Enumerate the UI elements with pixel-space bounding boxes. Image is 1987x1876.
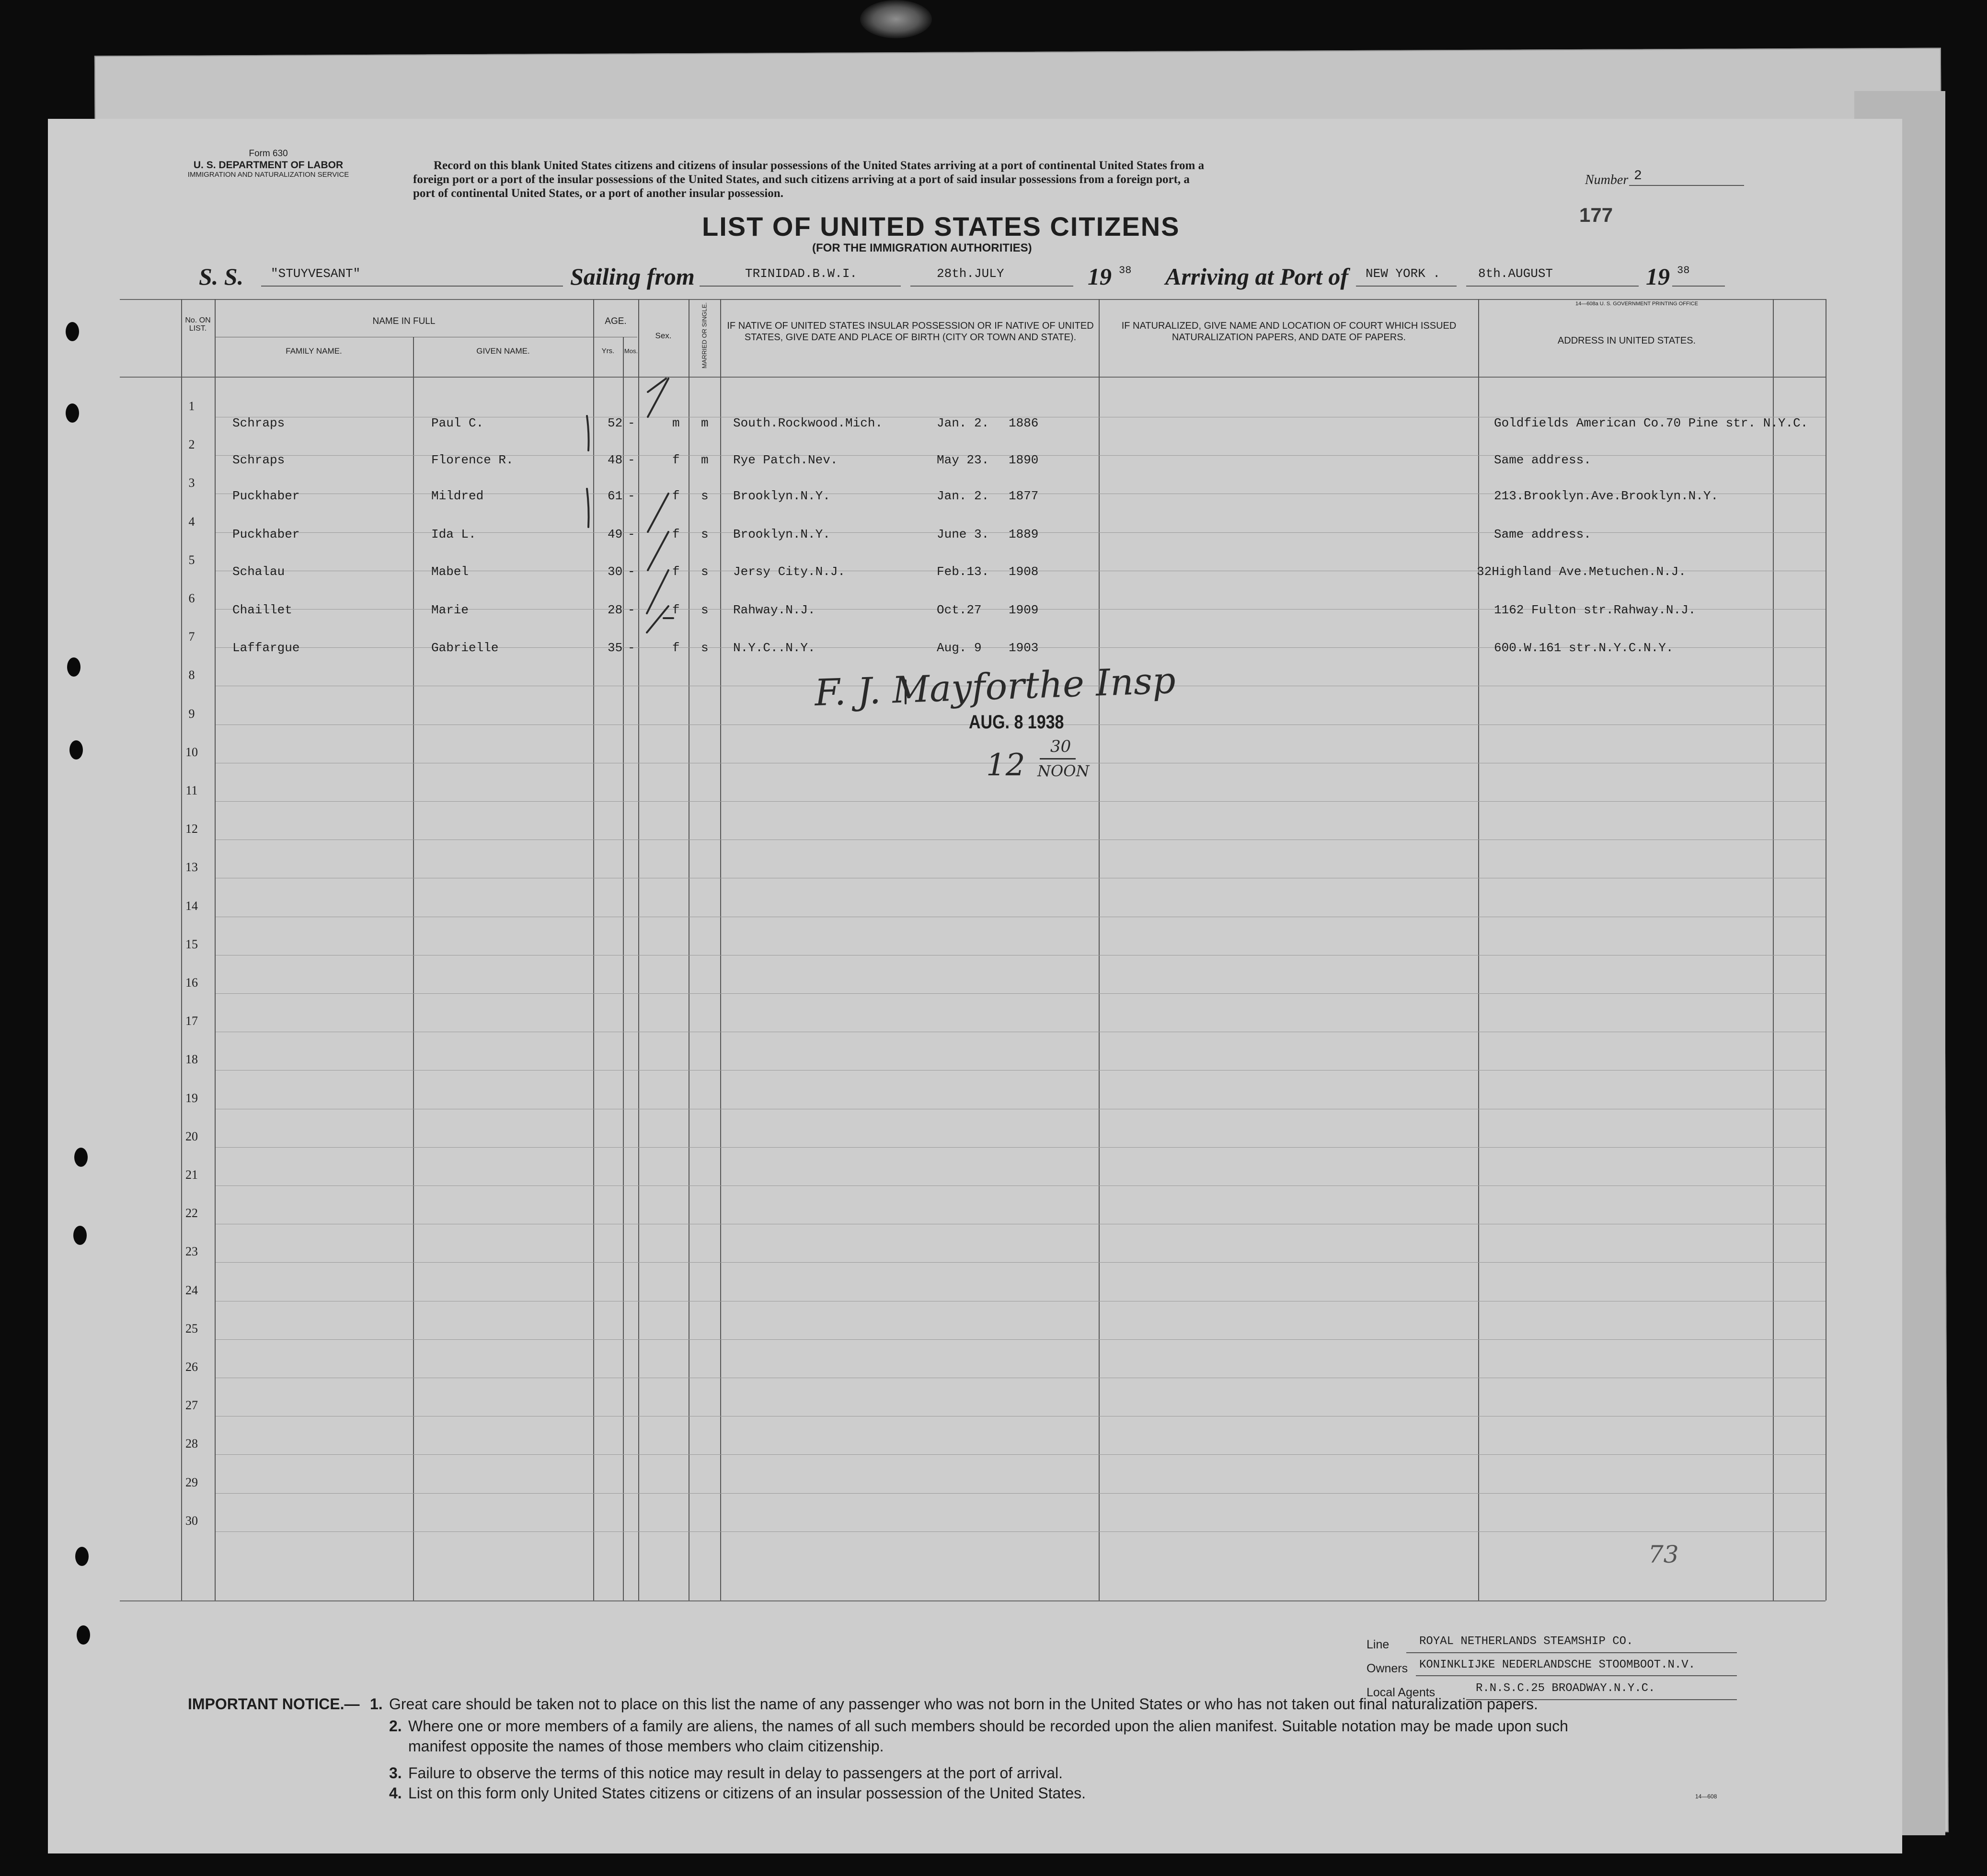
birth-date-cell: June 3.: [937, 527, 989, 541]
age-months-cell: -: [628, 641, 635, 655]
notice-3-text: Failure to observe the terms of this notice may result in delay to passengers at the port of arrival.: [408, 1764, 1063, 1782]
given-name-cell: Paul C.: [431, 416, 484, 430]
row-number: 24: [185, 1283, 198, 1297]
row-number: 8: [188, 668, 195, 682]
instruction-line-1: Record on this blank United States citizens and citizens of insular possessions of the United States arriving at a port of continental United States from a: [434, 159, 1205, 172]
marital-status-cell: m: [701, 453, 709, 467]
birth-year-cell: 1890: [1009, 453, 1039, 467]
family-name-cell: Puckhaber: [232, 527, 300, 541]
owners-label: Owners: [1367, 1662, 1408, 1675]
birth-date-cell: Jan. 2.: [937, 416, 989, 430]
sex-cell: f: [672, 489, 680, 503]
header-name-in-full: NAME IN FULL: [372, 316, 436, 326]
agents-label: Local Agents: [1367, 1686, 1436, 1699]
stamped-number: 177: [1579, 204, 1613, 226]
age-months-cell: -: [628, 527, 635, 541]
ss-label: S. S.: [199, 263, 244, 290]
sex-cell: f: [672, 527, 680, 541]
given-name-cell: Mabel: [431, 564, 469, 579]
row-number: 17: [185, 1014, 198, 1028]
row-number: 4: [188, 514, 195, 529]
address-cell: Same address.: [1494, 527, 1591, 541]
instruction-line-3: port of continental United States, or a port of another insular possession.: [413, 187, 783, 200]
form-number: Form 630: [249, 149, 288, 159]
sailing-year-prefix: 19: [1088, 263, 1112, 290]
row-number: 1: [188, 399, 195, 413]
age-years-cell: 30: [608, 564, 623, 579]
arriving-port: NEW YORK .: [1366, 266, 1441, 281]
page-subtitle: (FOR THE IMMIGRATION AUTHORITIES): [812, 242, 1032, 254]
row-number: 11: [185, 783, 198, 797]
row-number: 29: [185, 1475, 198, 1489]
sex-cell: f: [672, 564, 680, 579]
header-given-name: GIVEN NAME.: [476, 346, 530, 356]
notice-1-text: Great care should be taken not to place on this list the name of any passenger who was not born in the United States or who has not taken out final naturalization papers.: [389, 1695, 1538, 1713]
birth-date-cell: May 23.: [937, 453, 989, 467]
given-name-cell: Ida L.: [431, 527, 476, 541]
birthplace-cell: Jersy City.N.J.: [733, 564, 846, 579]
service: IMMIGRATION AND NATURALIZATION SERVICE: [187, 171, 349, 179]
print-code: 14—608a U. S. GOVERNMENT PRINTING OFFICE: [1575, 301, 1698, 307]
birth-year-cell: 1903: [1009, 641, 1039, 655]
birth-year-cell: 1908: [1009, 564, 1039, 579]
birthplace-cell: Rahway.N.J.: [733, 603, 815, 617]
row-number: 26: [185, 1360, 198, 1374]
row-number: 7: [188, 630, 195, 644]
row-number: 19: [185, 1091, 198, 1105]
arriving-date: 8th.AUGUST: [1478, 266, 1553, 281]
header-family-name: FAMILY NAME.: [286, 346, 342, 356]
department: U. S. DEPARTMENT OF LABOR: [193, 160, 344, 171]
row-number: 15: [185, 937, 198, 951]
given-name-cell: Marie: [431, 603, 469, 617]
row-number: 10: [185, 745, 198, 759]
sex-cell: f: [672, 453, 680, 467]
marital-status-cell: s: [701, 564, 709, 579]
age-months-cell: -: [628, 564, 635, 579]
row-number: 5: [188, 552, 195, 567]
address-cell: Goldfields American Co.70 Pine str. N.Y.C.: [1494, 416, 1808, 430]
row-number: 12: [185, 822, 198, 836]
age-years-cell: 35: [608, 641, 623, 655]
address-cell: 32Highland Ave.Metuchen.N.J.: [1477, 564, 1686, 579]
row-number: 23: [185, 1244, 198, 1259]
birth-year-cell: 1877: [1009, 489, 1039, 503]
row-number: 13: [185, 860, 198, 875]
given-name-cell: Florence R.: [431, 453, 514, 467]
notice-1-num: 1.: [370, 1695, 383, 1713]
age-years-cell: 48: [608, 453, 623, 467]
marital-status-cell: s: [701, 489, 709, 503]
owners-value: KONINKLIJKE NEDERLANDSCHE STOOMBOOT.N.V.: [1419, 1658, 1696, 1671]
sailing-year: 38: [1119, 265, 1132, 276]
address-cell: 213.Brooklyn.Ave.Brooklyn.N.Y.: [1494, 489, 1719, 503]
line-value: ROYAL NETHERLANDS STEAMSHIP CO.: [1419, 1635, 1633, 1648]
age-months-cell: -: [628, 489, 635, 503]
birth-year-cell: 1909: [1009, 603, 1039, 617]
age-months-cell: -: [628, 603, 635, 617]
stamp-time-noon: NOON: [1037, 762, 1090, 780]
notice-2-num: 2.: [389, 1717, 402, 1735]
birthplace-cell: Rye Patch.Nev.: [733, 453, 838, 467]
family-name-cell: Chaillet: [232, 603, 292, 617]
stamp-time-hour: 12: [986, 748, 1025, 783]
birth-year-cell: 1886: [1009, 416, 1039, 430]
age-years-cell: 61: [608, 489, 623, 503]
number-value: 2: [1634, 169, 1642, 184]
row-number: 9: [188, 706, 195, 721]
age-months-cell: -: [628, 453, 635, 467]
header-yrs: Yrs.: [601, 347, 615, 355]
marital-status-cell: s: [701, 527, 709, 541]
sex-cell: f: [672, 603, 680, 617]
row-number: 28: [185, 1437, 198, 1451]
birthplace-cell: N.Y.C..N.Y.: [733, 641, 815, 655]
address-cell: 1162 Fulton str.Rahway.N.J.: [1494, 603, 1696, 617]
instruction-line-2: foreign port or a port of the insular possessions of the United States, and such citizens arriving at a port of said insular possessions from a foreign port, a: [413, 173, 1190, 186]
row-number: 25: [185, 1321, 198, 1335]
stamp-date: AUG. 8 1938: [969, 712, 1064, 733]
sex-cell: f: [672, 641, 680, 655]
row-number: 30: [185, 1513, 198, 1528]
address-cell: Same address.: [1494, 453, 1591, 467]
row-number: 14: [185, 898, 198, 913]
birthplace-cell: Brooklyn.N.Y.: [733, 489, 830, 503]
header-married-single: MARRIED OR SINGLE.: [701, 302, 708, 368]
birth-date-cell: Jan. 2.: [937, 489, 989, 503]
arriving-year-prefix: 19: [1646, 263, 1670, 290]
row-number: 20: [185, 1129, 198, 1143]
header-mos: Mos.: [624, 347, 638, 355]
row-number: 27: [185, 1398, 198, 1413]
page-title: LIST OF UNITED STATES CITIZENS: [702, 211, 1180, 242]
sailing-date: 28th.JULY: [937, 266, 1004, 281]
row-number: 3: [188, 476, 195, 490]
family-name-cell: Schalau: [232, 564, 285, 579]
header-naturalized: IF NATURALIZED, GIVE NAME AND LOCATION OF COURT WHICH ISSUED NATURALIZATION PAPERS, AND DATE OF PAPERS.: [1121, 321, 1457, 343]
age-years-cell: 49: [608, 527, 623, 541]
birth-year-cell: 1889: [1009, 527, 1039, 541]
header-no-on-list: No. ON LIST.: [185, 316, 211, 333]
notice-3-num: 3.: [389, 1764, 402, 1782]
age-years-cell: 28: [608, 603, 623, 617]
notice-2-text-cont: manifest opposite the names of those members who claim citizenship.: [408, 1738, 884, 1755]
notice-4-num: 4.: [389, 1784, 402, 1802]
notice-2-text: Where one or more members of a family are aliens, the names of all such members should be recorded upon the alien manifest. Suitable notation may be made upon such: [408, 1717, 1568, 1735]
age-years-cell: 52: [608, 416, 623, 430]
age-months-cell: -: [628, 416, 635, 430]
family-name-cell: Laffargue: [232, 641, 300, 655]
row-number: 2: [188, 437, 195, 452]
marital-status-cell: s: [701, 603, 709, 617]
notice-heading: IMPORTANT NOTICE.—: [188, 1695, 360, 1713]
sex-cell: m: [672, 416, 680, 430]
family-name-cell: Schraps: [232, 453, 285, 467]
notice-4-text: List on this form only United States citizens or citizens of an insular possession of the United States.: [408, 1784, 1086, 1802]
row-number: 16: [185, 976, 198, 990]
row-number: 22: [185, 1206, 198, 1220]
arriving-year: 38: [1677, 265, 1690, 276]
ship-name: "STUYVESANT": [271, 266, 361, 281]
stamp-time-min: 30: [1050, 737, 1071, 756]
header-birth: IF NATIVE OF UNITED STATES INSULAR POSSESSION OR IF NATIVE OF UNITED STATES, GIVE DATE AND PLACE OF BIRTH (CITY OR TOWN AND STATE).: [727, 321, 1094, 343]
arriving-label: Arriving at Port of: [1165, 263, 1348, 290]
given-name-cell: Mildred: [431, 489, 484, 503]
sailing-from-label: Sailing from: [570, 263, 695, 290]
footer-code: 14—608: [1695, 1793, 1717, 1800]
marital-status-cell: s: [701, 641, 709, 655]
birth-date-cell: Oct.27: [937, 603, 982, 617]
address-cell: 600.W.161 str.N.Y.C.N.Y.: [1494, 641, 1674, 655]
agents-value: R.N.S.C.25 BROADWAY.N.Y.C.: [1476, 1682, 1655, 1695]
birthplace-cell: Brooklyn.N.Y.: [733, 527, 830, 541]
inspector-signature: F. J. Mayforthe Insp: [814, 658, 1176, 714]
birthplace-cell: South.Rockwood.Mich.: [733, 416, 883, 430]
header-sex: Sex.: [655, 331, 672, 340]
family-name-cell: Schraps: [232, 416, 285, 430]
birth-date-cell: Feb.13.: [937, 564, 989, 579]
number-label: Number: [1585, 173, 1629, 187]
sailing-from-value: TRINIDAD.B.W.I.: [745, 266, 858, 281]
family-name-cell: Puckhaber: [232, 489, 300, 503]
row-number: 6: [188, 591, 195, 605]
line-label: Line: [1367, 1638, 1390, 1651]
marital-status-cell: m: [701, 416, 709, 430]
row-number: 18: [185, 1052, 198, 1067]
page-mark: 73: [1648, 1541, 1679, 1568]
birth-date-cell: Aug. 9: [937, 641, 982, 655]
row-number: 21: [185, 1168, 198, 1182]
given-name-cell: Gabrielle: [431, 641, 499, 655]
header-age: AGE.: [605, 316, 627, 326]
header-address: ADDRESS IN UNITED STATES.: [1557, 335, 1696, 346]
